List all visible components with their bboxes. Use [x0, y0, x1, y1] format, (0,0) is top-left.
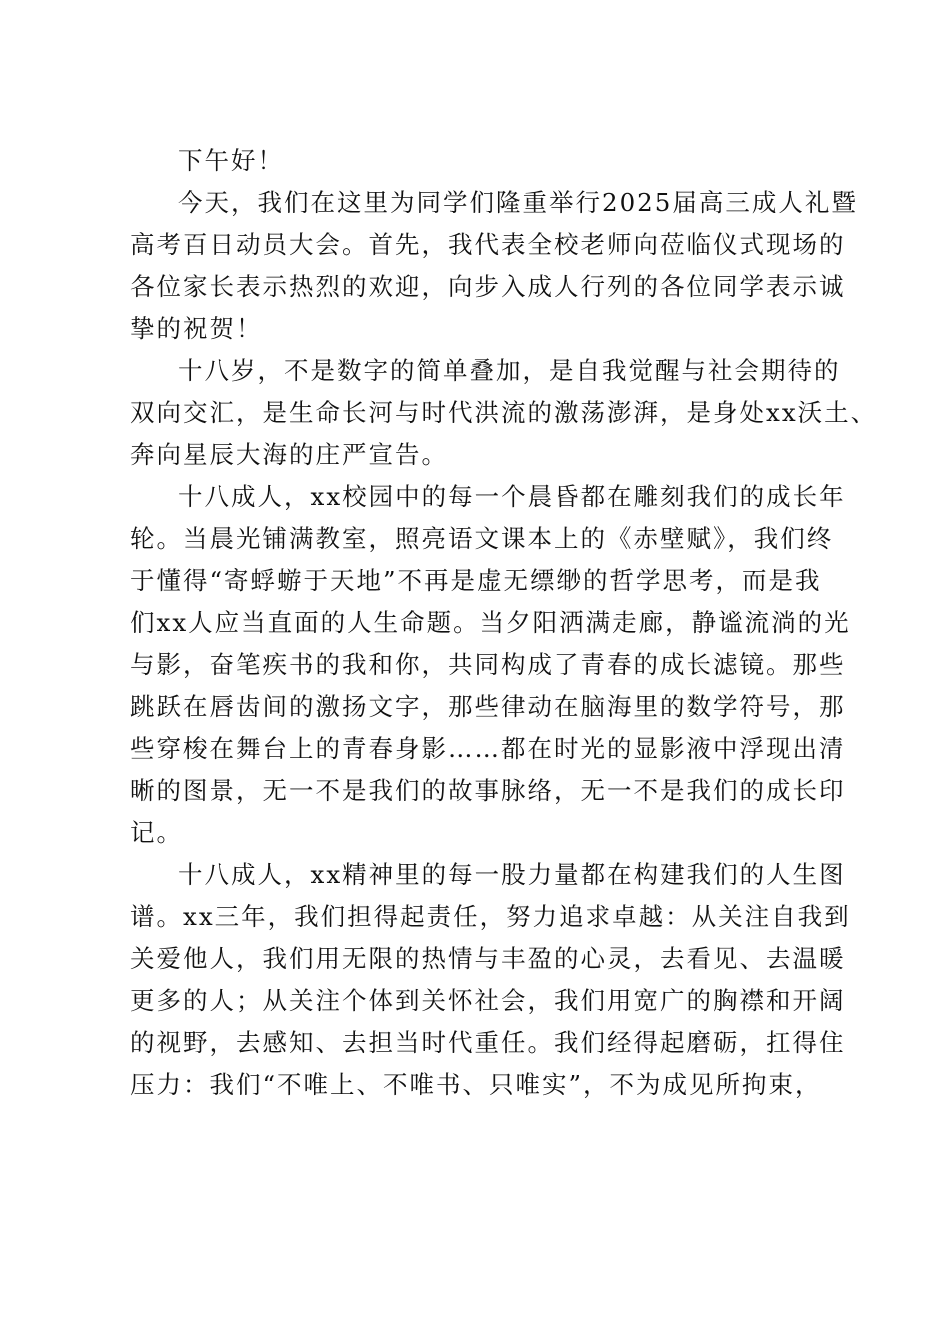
paragraph-line: 的视野，去感知、去担当时代重任。我们经得起磨砺，扛得住 [130, 1028, 846, 1057]
paragraph-line: 各位家长表示热烈的欢迎，向步入成人行列的各位同学表示诚 [130, 272, 846, 301]
paragraph-line: 谱。xx三年，我们担得起责任，努力追求卓越：从关注自我到 [130, 902, 851, 931]
paragraph-line: 挚的祝贺！ [130, 314, 263, 343]
paragraph-line: 高考百日动员大会。首先，我代表全校老师向莅临仪式现场的 [130, 230, 846, 259]
paragraph-line: 关爱他人，我们用无限的热情与丰盈的心灵，去看见、去温暖 [130, 944, 846, 973]
paragraph-line: 十八成人，xx精神里的每一股力量都在构建我们的人生图 [178, 860, 846, 889]
paragraph-line: 于懂得“寄蜉蝣于天地”不再是虚无缥缈的哲学思考，而是我 [130, 566, 822, 595]
paragraph-line: 十八岁，不是数字的简单叠加，是自我觉醒与社会期待的 [178, 356, 841, 385]
paragraph-line: 些穿梭在舞台上的青春身影……都在时光的显影液中浮现出清 [130, 734, 846, 763]
paragraph-line: 双向交汇，是生命长河与时代洪流的激荡澎湃，是身处xx沃土、 [130, 398, 878, 427]
paragraph-line: 压力：我们“不唯上、不唯书、只唯实”，不为成见所拘束， [130, 1070, 822, 1099]
paragraph-campus [130, 476, 851, 854]
paragraph-line: 今天，我们在这里为同学们隆重举行2025届高三成人礼暨 [178, 188, 858, 217]
paragraph-line: 跳跃在唇齿间的激扬文字，那些律动在脑海里的数学符号，那 [130, 692, 846, 721]
paragraph-line: 记。 [130, 818, 183, 847]
paragraph-line: 与影，奋笔疾书的我和你，共同构成了青春的成长滤镜。那些 [130, 650, 846, 679]
paragraph-line: 更多的人；从关注个体到关怀社会，我们用宽广的胸襟和开阔 [130, 986, 846, 1015]
paragraph-eighteen [130, 350, 878, 476]
paragraph-opening [130, 182, 858, 350]
paragraph-spirit [130, 854, 851, 1106]
greeting: 下午好！ [178, 146, 284, 175]
paragraph-line: 晰的图景，无一不是我们的故事脉络，无一不是我们的成长印 [130, 776, 846, 805]
speech-body [130, 140, 878, 1106]
paragraph-line: 奔向星辰大海的庄严宣告。 [130, 440, 448, 469]
paragraph-line: 们xx人应当直面的人生命题。当夕阳洒满走廊，静谧流淌的光 [130, 608, 851, 637]
paragraph-line: 十八成人，xx校园中的每一个晨昏都在雕刻我们的成长年 [178, 482, 846, 511]
paragraph-line: 轮。当晨光铺满教室，照亮语文课本上的《赤壁赋》，我们终 [130, 524, 834, 553]
